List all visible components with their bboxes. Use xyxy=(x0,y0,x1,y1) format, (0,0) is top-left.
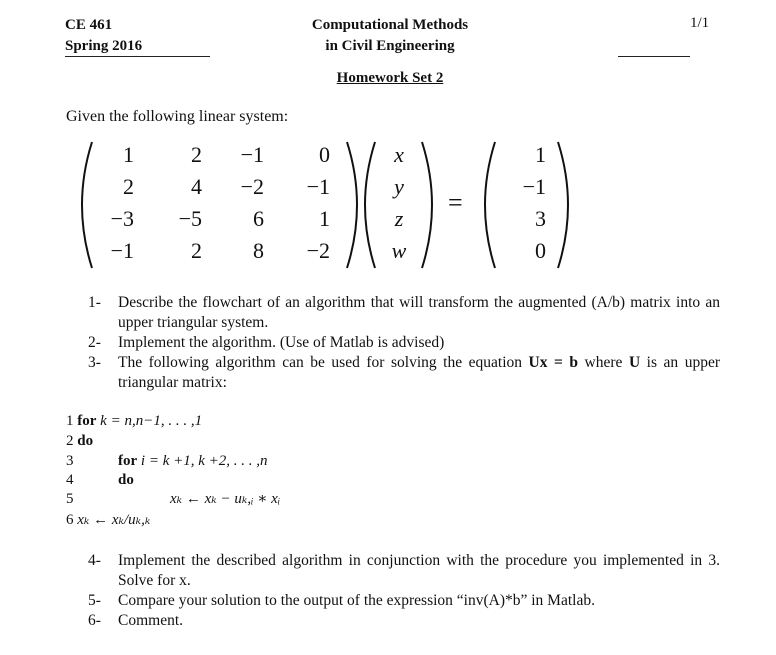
unknown-w: w xyxy=(391,238,407,263)
intro-text: Given the following linear system: xyxy=(66,108,289,125)
task-text: Implement the algorithm. (Use of Matlab is advised) xyxy=(118,334,445,351)
matrix-cell: 2 xyxy=(123,174,134,199)
course-title-line1: Computational Methods xyxy=(311,17,469,33)
task3-post: is an upper triangular matrix: xyxy=(118,354,720,391)
matrix-cell: −1 xyxy=(240,142,264,167)
rhs-cell: 1 xyxy=(535,142,546,167)
loop-var: k xyxy=(100,413,107,429)
list-item xyxy=(88,353,720,393)
list-item xyxy=(88,333,720,353)
matrix-cell: 2 xyxy=(191,238,202,263)
course-code: CE 461 xyxy=(65,17,113,33)
task-number: 2- xyxy=(88,334,101,351)
algo-line-2 xyxy=(66,432,93,451)
task3-equation: Ux = b xyxy=(528,354,578,371)
task3-mid: where xyxy=(578,354,629,371)
equals-sign: = xyxy=(448,188,463,217)
matrix-cell: 6 xyxy=(253,206,264,231)
task-number: 3- xyxy=(88,354,101,371)
line-number: 3 xyxy=(66,453,74,469)
keyword-for: for xyxy=(118,453,138,469)
matrix-cell: 0 xyxy=(319,142,330,167)
matrix-cell: −1 xyxy=(110,238,134,263)
matrix-cell: 1 xyxy=(123,142,134,167)
keyword-for: for xyxy=(77,413,97,429)
task3-u: U xyxy=(628,354,641,371)
task-text: Comment. xyxy=(118,612,184,629)
task-list-part1 xyxy=(88,293,720,393)
matrix-cell: −2 xyxy=(240,174,264,199)
task-number: 1- xyxy=(88,294,101,311)
task-number: 6- xyxy=(88,612,101,629)
rhs-cell: −1 xyxy=(522,174,546,199)
loop-range: = k +1, k +2, . . . ,n xyxy=(145,453,268,469)
list-item xyxy=(88,551,720,591)
algo-line-4 xyxy=(118,471,134,490)
task-text: Implement the described algorithm in conjunction with the procedure you implemented in 3. Solve for x. xyxy=(118,552,720,589)
unknown-z: z xyxy=(394,206,404,231)
line-number: 5 xyxy=(66,491,74,507)
line-number: 2 xyxy=(66,433,74,449)
list-item xyxy=(88,293,720,333)
course-title-line2: in Civil Engineering xyxy=(325,38,455,54)
task-text: Describe the flowchart of an algorithm that will transform the augmented (A/b) matrix into an upper triangular system. xyxy=(118,294,720,331)
line-number: 1 xyxy=(66,413,74,429)
page-number: 1/1 xyxy=(690,15,710,31)
homework-title: Homework Set 2 xyxy=(336,70,444,86)
line-number: 6 xyxy=(66,512,74,528)
matrix-cell: 1 xyxy=(319,206,330,231)
algo-line-6 xyxy=(66,511,150,530)
task-list-part2 xyxy=(88,551,720,631)
algo-line-3 xyxy=(118,452,268,471)
unknown-y: y xyxy=(394,174,404,199)
keyword-do: do xyxy=(77,433,94,449)
rhs-cell: 0 xyxy=(535,238,546,263)
final-expression: xₖ ← xₖ/uₖ,ₖ xyxy=(77,512,151,528)
task-number: 4- xyxy=(88,552,101,569)
list-item xyxy=(88,611,720,631)
matrix-cell: 4 xyxy=(191,174,202,199)
list-item xyxy=(88,591,720,611)
algo-line-1 xyxy=(66,412,202,431)
matrix-cell: −1 xyxy=(306,174,330,199)
matrix-cell: −2 xyxy=(306,238,330,263)
matrix-cell: −5 xyxy=(178,206,202,231)
task-number: 5- xyxy=(88,592,101,609)
header-rule-right xyxy=(618,56,690,57)
line-number: 4 xyxy=(66,472,74,488)
task-text: Compare your solution to the output of the expression “inv(A)*b” in Matlab. xyxy=(118,592,595,609)
task-text xyxy=(118,353,720,393)
algo-line-5: xₖ ← xₖ − uₖ,ᵢ ∗ xᵢ xyxy=(170,491,281,507)
task3-pre: The following algorithm can be used for solving the equation xyxy=(118,354,529,371)
header-rule-left xyxy=(65,56,210,57)
term: Spring 2016 xyxy=(65,38,143,54)
matrix-cell: −3 xyxy=(110,206,134,231)
matrix-cell: 8 xyxy=(253,238,264,263)
matrix-equation xyxy=(70,138,590,273)
rhs-cell: 3 xyxy=(535,206,546,231)
loop-var: i xyxy=(140,453,146,469)
keyword-do: do xyxy=(118,472,134,488)
matrix-cell: 2 xyxy=(191,142,202,167)
unknown-x: x xyxy=(394,142,404,167)
loop-range: = n,n−1, . . . ,1 xyxy=(106,413,203,429)
